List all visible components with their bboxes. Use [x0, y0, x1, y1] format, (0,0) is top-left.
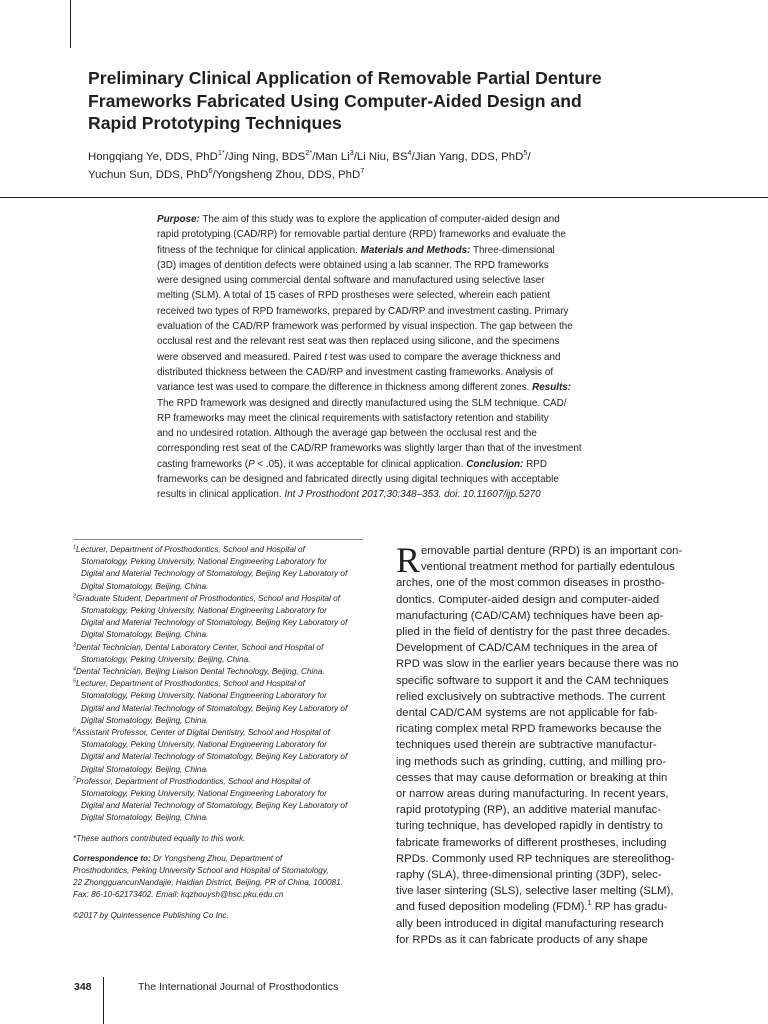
spacer	[73, 902, 373, 910]
spacer	[73, 845, 373, 853]
affiliation-line	[73, 556, 373, 568]
affiliation-text: Digital Stomatology, Beijing, China.	[81, 715, 209, 725]
author-name: Yuchun Sun, DDS, PhD	[88, 168, 209, 181]
affiliation-mark: 5	[73, 678, 76, 685]
body-text: RP has gradu-	[591, 901, 668, 914]
body-line: manufacturing (CAD/CAM) techniques have been ap-	[396, 609, 664, 622]
body-text: and fused deposition modeling (FDM).	[396, 901, 588, 914]
affiliation-text: Stomatology, Peking University, National Engineering Laboratory for	[81, 691, 327, 701]
affiliation-line	[73, 715, 373, 727]
abstract-line: and no undesired rotation. Although the average gap between the occlusal rest and the	[157, 428, 537, 440]
author-name: /Man Li	[312, 151, 350, 163]
abstract-line: RP frameworks may meet the clinical requirements with satisfactory retention and stability	[157, 412, 549, 424]
body-line: emovable partial denture (RPD) is an important con-	[421, 545, 683, 557]
affiliation-line	[73, 727, 373, 739]
affiliation-text: Digital Stomatology, Beijing, China.	[81, 581, 209, 591]
body-line: turing technique, has developed rapidly in dentistry to	[396, 820, 663, 833]
affiliation-text: Digital and Material Technology of Stomatology, Beijing Key Laboratory of	[81, 618, 348, 628]
abstract-line	[157, 487, 627, 502]
abstract-text: results in clinical application.	[157, 489, 285, 501]
abstract-line: corresponding rest seat of the CAD/RP frameworks was slightly larger than that of the investment	[157, 443, 582, 455]
affiliation-line	[73, 690, 373, 702]
body-line: plied in the field of dentistry for the past three decades.	[396, 626, 671, 639]
author-affiliation-mark: 6	[208, 165, 213, 175]
affiliation-line	[73, 593, 373, 605]
abstract-text: test was used to compare the average thickness and	[327, 351, 561, 363]
header-divider	[0, 197, 768, 198]
affiliation-mark: 4	[73, 666, 76, 673]
abstract-text: casting frameworks (	[157, 458, 249, 470]
body-line: fabricate frameworks of different prostheses, including	[396, 836, 667, 849]
abstract-text: < .05), it was acceptable for clinical application.	[254, 458, 467, 470]
affiliation-line	[73, 544, 373, 556]
page-number: 348	[74, 981, 92, 993]
equal-contribution-note: *These authors contributed equally to this work.	[73, 833, 246, 843]
body-line: dental CAD/CAM systems are not applicable for fab-	[396, 707, 658, 720]
purpose-label: Purpose:	[157, 214, 200, 225]
body-line: or narrow areas during manufacturing. In recent years,	[396, 788, 669, 801]
affiliation-line	[73, 800, 373, 812]
affiliation-line	[73, 703, 373, 715]
affiliation-text: Digital Stomatology, Beijing, China.	[81, 630, 209, 640]
abstract-line	[157, 457, 627, 472]
body-line: ally been introduced in digital manufacturing research	[396, 917, 664, 930]
body-line: ing methods such as grinding, cutting, and milling pro-	[396, 755, 667, 768]
affiliation-line	[73, 629, 373, 641]
body-line: relied exclusively on subtractive methods. The current	[396, 690, 666, 703]
affiliation-text: Digital and Material Technology of Stomatology, Beijing Key Laboratory of	[81, 752, 348, 762]
body-line: ricating complex metal RPD frameworks because the	[396, 723, 662, 736]
abstract-text: variance test was used to compare the difference in thickness among different zones.	[157, 382, 533, 394]
affiliation-line	[73, 581, 373, 593]
affiliation-line	[73, 568, 373, 580]
abstract-line: melting (SLM). A total of 15 cases of RPD prostheses were selected, wherein each patient	[157, 290, 551, 302]
footnotes	[73, 544, 373, 922]
author-name: /Yongsheng Zhou, DDS, PhD	[212, 168, 361, 181]
conclusion-label: Conclusion:	[466, 458, 524, 470]
author-name: /Jian Yang, DDS, PhD	[411, 151, 524, 163]
affiliation-line	[73, 678, 373, 690]
affiliation-line	[73, 605, 373, 617]
author-name: /Li Niu, BS	[353, 151, 408, 163]
body-line: raphy (SLA), three-dimensional printing (3DP), selec-	[396, 869, 662, 882]
author-name: Hongqiang Ye, DDS, PhD	[88, 151, 218, 163]
body-line: rapid prototyping (RP), an additive material manufac-	[396, 804, 661, 817]
affiliation-text: Digital and Material Technology of Stomatology, Beijing Key Laboratory of	[81, 569, 348, 579]
body-line: arches, one of the most common diseases in prostho-	[396, 577, 665, 590]
affiliation-mark: 7	[73, 776, 76, 783]
abstract-line: distributed thickness between the CAD/RP and investment casting frameworks. Analysis of	[157, 366, 554, 378]
affiliation-line	[73, 764, 373, 776]
drop-cap: R	[396, 540, 421, 580]
correspondence-line: Fax: 86-10-62173402. Email: kqzhouysh@hsc.pku.edu.cn	[73, 890, 284, 900]
affiliation-text: Stomatology, Peking University, National Engineering Laboratory for	[81, 789, 327, 799]
results-label: Results:	[532, 382, 572, 394]
body-line: specific software to support it and the CAM techniques	[396, 674, 669, 687]
footnote-divider	[73, 539, 363, 540]
author-affiliation-mark: 2*	[305, 148, 313, 158]
author-affiliation-mark: 1*	[217, 148, 225, 158]
spacer	[73, 825, 373, 833]
affiliation-line	[73, 654, 373, 666]
affiliation-text: Digital and Material Technology of Stomatology, Beijing Key Laboratory of	[81, 703, 348, 713]
body-line: tive laser sintering (SLS), selective laser melting (SLM),	[396, 885, 674, 898]
body-line: cesses that may cause deformation or breaking at thin	[396, 771, 668, 784]
abstract-text: The aim of this study was to explore the application of computer-aided design and	[199, 214, 560, 225]
affiliation-line	[73, 812, 373, 824]
affiliation-line	[73, 739, 373, 751]
abstract	[157, 212, 627, 503]
affiliation-text: Dental Technician, Beijing Liaison Dental Technology, Beijing, China.	[75, 667, 325, 677]
body-line: dontics. Computer-aided design and computer-aided	[396, 593, 660, 606]
affiliation-line	[73, 788, 373, 800]
affiliation-mark: 1	[73, 544, 76, 551]
title-line: Rapid Prototyping Techniques	[88, 113, 342, 133]
footer-vertical-rule	[103, 977, 104, 1024]
affiliation-text: Stomatology, Peking University, National Engineering Laboratory for	[81, 740, 327, 750]
abstract-text: RPD	[523, 458, 547, 470]
body-line: Development of CAD/CAM techniques in the area of	[396, 642, 658, 655]
abstract-line: rapid prototyping (CAD/RP) for removable partial denture (RPD) frameworks and evaluate the	[157, 229, 566, 241]
correspondence-line	[73, 853, 373, 865]
abstract-line: were designed using commercial dental software and manufactured using selective laser	[157, 275, 545, 287]
author-separator: /	[527, 151, 531, 163]
affiliation-text: Assistant Professor, Center of Digital Dentistry, School and Hospital of	[75, 728, 330, 738]
affiliation-text: Lecturer, Department of Prosthodontics, School and Hospital of	[75, 679, 305, 689]
abstract-line: received two types of RPD frameworks, prepared by CAD/RP and investment casting. Primary	[157, 305, 569, 317]
title-line: Preliminary Clinical Application of Removable Partial Denture	[88, 68, 602, 88]
abstract-line	[157, 212, 627, 227]
affiliation-text: Digital Stomatology, Beijing, China.	[81, 764, 209, 774]
affiliation-text: Graduate Student, Department of Prosthodontics, School and Hospital of	[75, 593, 340, 603]
correspondence-line: 22 ZhongguancunNandajie, Haidian District, Beijing, PR of China, 100081.	[73, 878, 343, 888]
citation: Int J Prosthodont 2017;30:348–353. doi: 10.11607/ijp.5270	[284, 489, 541, 501]
affiliation-mark: 6	[73, 727, 76, 734]
title-line: Frameworks Fabricated Using Computer-Aided Design and	[88, 90, 582, 111]
affiliation-text: Dental Technician, Dental Laboratory Center, School and Hospital of	[75, 642, 324, 652]
abstract-text: fitness of the technique for clinical application.	[157, 244, 361, 256]
body-line: RPD was slow in the earlier years because there was no	[396, 658, 679, 671]
body-line: techniques used therein are subtractive manufactur-	[396, 739, 657, 752]
author-affiliation-mark: 3	[349, 148, 354, 158]
affiliation-text: Digital and Material Technology of Stomatology, Beijing Key Laboratory of	[81, 801, 348, 811]
affiliation-line	[73, 617, 373, 629]
affiliation-text: Stomatology, Peking University, National Engineering Laboratory for	[81, 606, 327, 616]
affiliation-line	[73, 776, 373, 788]
body-line: for RPDs as it can fabricate products of any shape	[396, 933, 648, 946]
stat-symbol: t	[324, 351, 328, 363]
affiliation-text: Lecturer, Department of Prosthodontics, School and Hospital of	[75, 545, 305, 554]
top-vertical-rule	[70, 0, 71, 48]
article-title	[88, 67, 728, 135]
affiliation-text: Professor, Department of Prosthodontics, School and Hospital of	[75, 776, 310, 786]
affiliation-text: Stomatology, Peking University, Beijing, China.	[81, 654, 251, 664]
author-list	[88, 149, 728, 184]
body-line: RPDs. Commonly used RP techniques are stereolithog-	[396, 852, 675, 865]
affiliation-text: Digital Stomatology, Beijing, China.	[81, 813, 209, 823]
stat-symbol: P	[248, 458, 255, 470]
affiliation-text: Stomatology, Peking University, National Engineering Laboratory for	[81, 557, 327, 567]
body-line: ventional treatment method for partially edentulous	[421, 561, 675, 574]
body-line	[396, 899, 696, 915]
author-affiliation-mark: 5	[523, 148, 528, 158]
abstract-line	[157, 380, 627, 395]
affiliation-line	[73, 666, 373, 678]
affiliation-line	[73, 751, 373, 763]
abstract-line: frameworks can be designed and fabricated directly using digital techniques with acceptable	[157, 474, 559, 486]
abstract-line	[157, 243, 627, 258]
author-line	[88, 149, 728, 167]
correspondence-text: Dr Yongsheng Zhou, Department of	[150, 853, 283, 863]
affiliation-list	[73, 544, 373, 825]
correspondence-line: Prosthodontics, Peking University School and Hospital of Stomatology,	[73, 866, 329, 876]
affiliation-mark: 2	[73, 593, 76, 600]
body-text-column	[396, 540, 696, 948]
reference-mark: 1	[587, 898, 592, 908]
copyright: ©2017 by Quintessence Publishing Co Inc.	[73, 910, 229, 920]
body-paragraph	[396, 540, 696, 899]
abstract-line: (3D) images of dentition defects were obtained using a lab scanner. The RPD frameworks	[157, 259, 549, 271]
author-name: /Jing Ning, BDS	[224, 151, 306, 163]
abstract-text: Three-dimensional	[470, 244, 555, 256]
affiliation-mark: 3	[73, 641, 76, 648]
abstract-line: evaluation of the CAD/RP framework was performed by visual inspection. The gap between the	[157, 321, 573, 333]
correspondence-label: Correspondence to:	[73, 853, 151, 863]
abstract-line	[157, 350, 627, 365]
author-affiliation-mark: 7	[360, 165, 365, 175]
abstract-line: The RPD framework was designed and directly manufactured using the SLM technique. CAD/	[157, 397, 567, 409]
author-affiliation-mark: 4	[407, 148, 412, 158]
affiliation-line	[73, 642, 373, 654]
abstract-line: occlusal rest and the relevant rest seat was then replaced using silicone, and the specimens	[157, 336, 560, 348]
methods-label: Materials and Methods:	[360, 244, 471, 256]
journal-name: The International Journal of Prosthodontics	[138, 981, 339, 993]
author-line	[88, 167, 728, 185]
abstract-text: were observed and measured. Paired	[157, 351, 325, 363]
